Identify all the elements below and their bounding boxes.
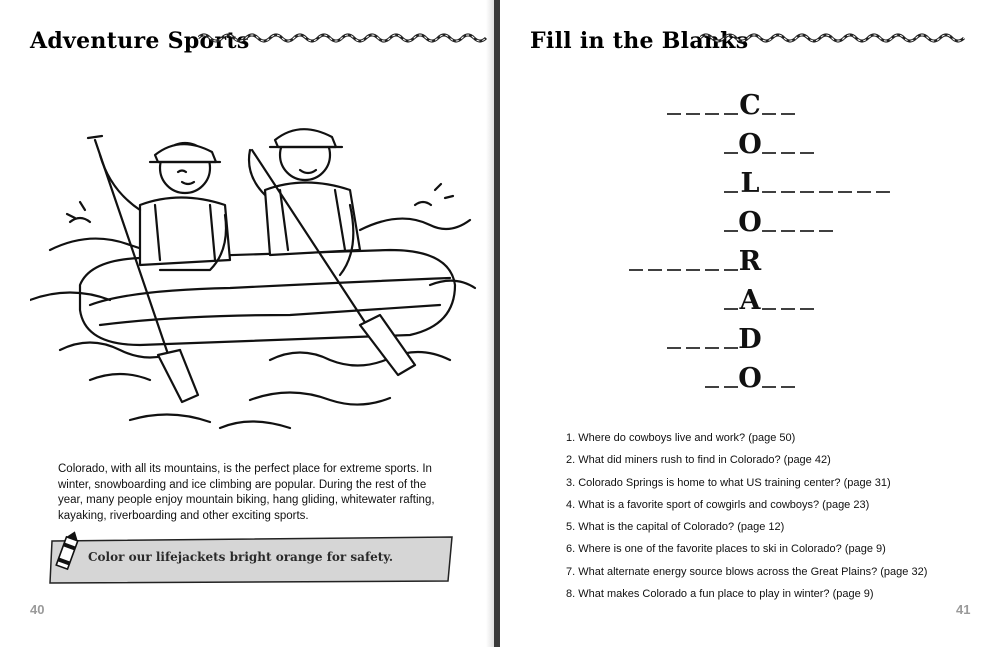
puzzle-letter: A xyxy=(739,285,761,316)
rope-divider-icon xyxy=(198,31,488,45)
question-item: 4. What is a favorite sport of cowgirls and cowboys? (page 23) xyxy=(566,498,870,511)
crayon-icon xyxy=(52,530,82,576)
left-page-number: 40 xyxy=(30,602,45,617)
puzzle-letter: D xyxy=(738,324,762,355)
right-page xyxy=(500,0,1000,647)
rope-divider-icon xyxy=(700,31,968,45)
question-item: 6. Where is one of the favorite places to ski in Colorado? (page 9) xyxy=(566,543,886,556)
puzzle-letter: O xyxy=(738,363,762,394)
acrostic-puzzle xyxy=(500,70,1000,410)
gutter-shadow xyxy=(486,0,494,647)
question-item: 5. What is the capital of Colorado? (page 12) xyxy=(566,521,785,534)
question-item: 3. Colorado Springs is home to what US training center? (page 31) xyxy=(566,476,891,489)
intro-paragraph: Colorado, with all its mountains, is the perfect place for extreme sports. In winter, snowboarding and ice climbing are popular. During the rest of the year, many people enjoy mountain biking, hang gliding, whitewater rafting, kayaking, riverboarding and other exciting sports. xyxy=(58,463,435,522)
puzzle-letter: O xyxy=(738,129,762,160)
right-page-number: 41 xyxy=(956,602,971,617)
rafting-illustration xyxy=(30,110,480,440)
puzzle-letter: C xyxy=(739,90,761,121)
question-item: 7. What alternate energy source blows across the Great Plains? (page 32) xyxy=(566,565,928,578)
tip-text: Color our lifejackets bright orange for safety. xyxy=(88,550,394,564)
question-item: 1. Where do cowboys live and work? (page 50) xyxy=(566,432,796,444)
puzzle-letter: O xyxy=(738,207,762,238)
left-page-title: Adventure Sports xyxy=(30,28,250,54)
right-page-title: Fill in the Blanks xyxy=(530,28,749,54)
question-item: 8. What makes Colorado a fun place to play in winter? (page 9) xyxy=(566,588,874,601)
left-page xyxy=(0,0,494,647)
puzzle-letter: R xyxy=(738,246,762,277)
question-item: 2. What did miners rush to find in Colorado? (page 42) xyxy=(566,454,831,467)
question-list xyxy=(566,430,986,608)
puzzle-letter: L xyxy=(740,168,760,199)
